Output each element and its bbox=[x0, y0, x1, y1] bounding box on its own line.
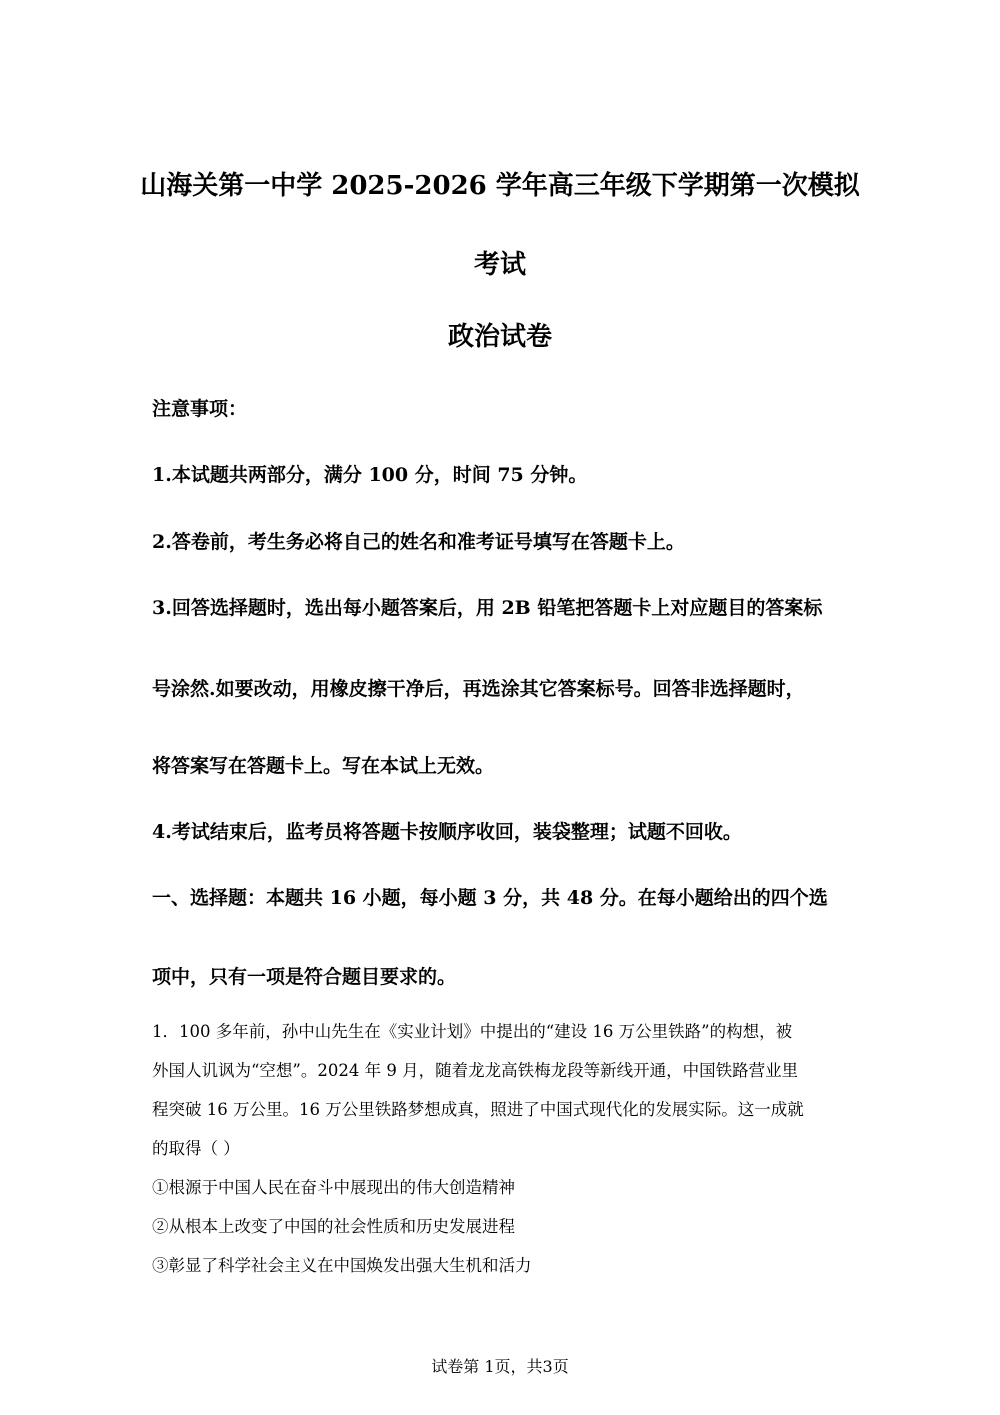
question-1-stem-line-1: 1．100 多年前，孙中山先生在《实业计划》中提出的“建设 16 万公里铁路”的构想，被 bbox=[152, 1022, 793, 1041]
page-footer: 试卷第 1页，共3页 bbox=[431, 1357, 569, 1376]
exam-title-line-2: 考试 bbox=[473, 250, 526, 280]
notice-item-3-line-3: 将答案写在答题卡上。写在本试上无效。 bbox=[152, 755, 495, 777]
notice-item-4: 4.考试结束后，监考员将答题卡按顺序收回，装袋整理；试题不回收。 bbox=[152, 821, 742, 843]
exam-subtitle: 政治试卷 bbox=[447, 322, 552, 352]
section-heading-line-1: 一、选择题：本题共 16 小题，每小题 3 分，共 48 分。在每小题给出的四个选 bbox=[152, 887, 828, 909]
notice-item-1: 1.本试题共两部分，满分 100 分，时间 75 分钟。 bbox=[152, 464, 588, 486]
question-1-stem-line-2: 外国人讥讽为“空想”。2024 年 9 月，随着龙龙高铁梅龙段等新线开通，中国铁路营业里 bbox=[152, 1061, 799, 1080]
question-1-option-3: ③彰显了科学社会主义在中国焕发出强大生机和活力 bbox=[152, 1256, 532, 1275]
question-1-option-2: ②从根本上改变了中国的社会性质和历史发展进程 bbox=[152, 1217, 515, 1236]
notice-item-2: 2.答卷前，考生务必将自己的姓名和准考证号填写在答题卡上。 bbox=[152, 531, 685, 553]
notice-item-3-line-1: 3.回答选择题时，选出每小题答案后，用 2B 铅笔把答题卡上对应题目的答案标 bbox=[152, 597, 823, 619]
notice-heading: 注意事项： bbox=[152, 398, 248, 420]
question-1-stem-line-3: 程突破 16 万公里。16 万公里铁路梦想成真，照进了中国式现代化的发展实际。这一成就 bbox=[152, 1100, 804, 1119]
notice-item-3-line-2: 号涂然.如要改动，用橡皮擦干净后，再选涂其它答案标号。回答非选择题时， bbox=[152, 678, 805, 700]
exam-title-line-1: 山海关第一中学 2025-2026 学年高三年级下学期第一次模拟 bbox=[140, 171, 860, 201]
question-1-option-1: ①根源于中国人民在奋斗中展现出的伟大创造精神 bbox=[152, 1178, 515, 1197]
section-heading-line-2: 项中，只有一项是符合题目要求的。 bbox=[152, 966, 457, 988]
question-1-stem-line-4: 的取得（ ） bbox=[152, 1139, 240, 1158]
